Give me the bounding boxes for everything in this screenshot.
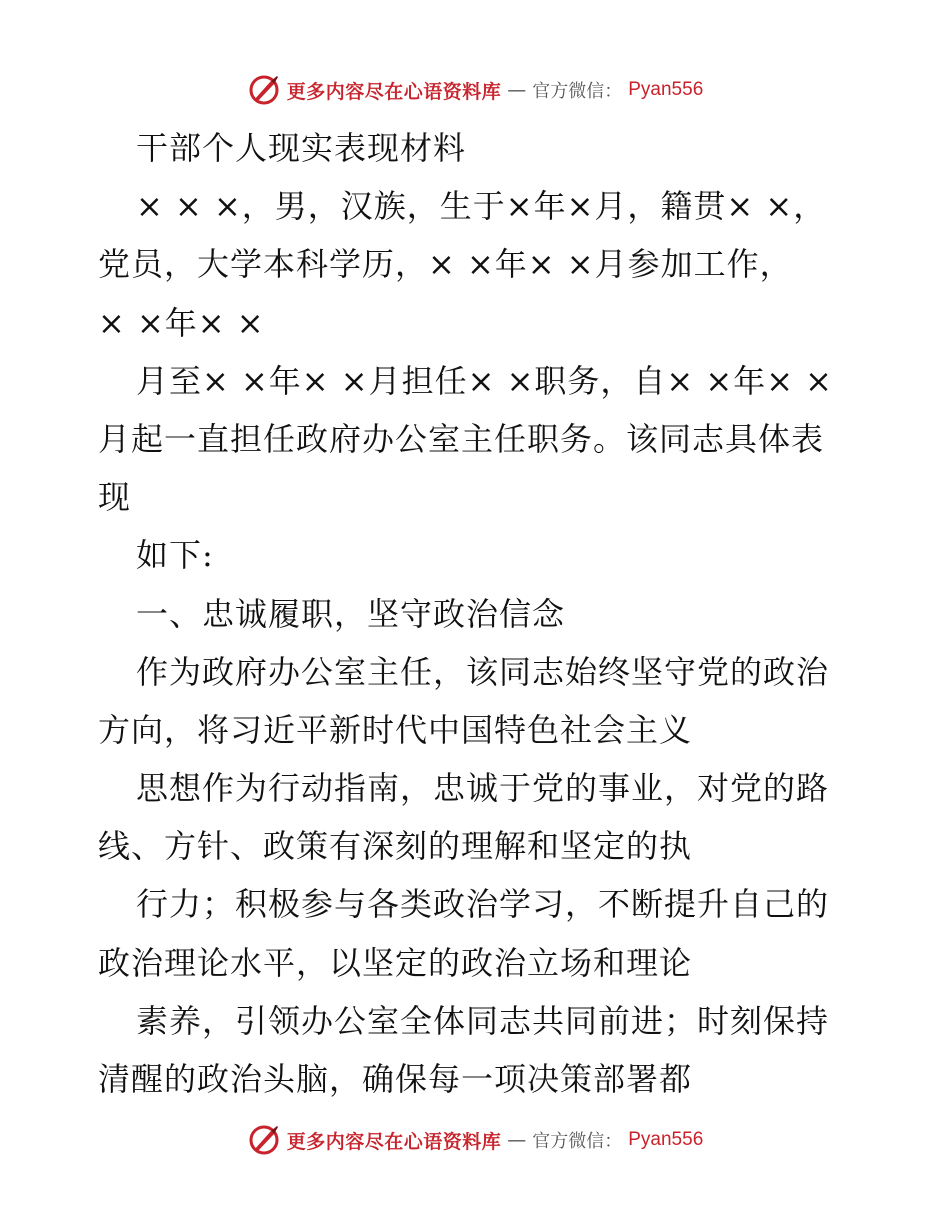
header-official-label: 官方微信： — [532, 81, 623, 102]
text-line: 线、方针、政策有深刻的理解和坚定的执 — [98, 827, 693, 866]
text-line: 月至× ×年× ×月担任× ×职务，自× ×年× × — [136, 361, 833, 400]
quill-seal-icon — [247, 1123, 281, 1157]
text-line: 月起一直担任政府办公室主任职务。该同志具体表 — [98, 419, 825, 458]
footer-wechat-id: Pyan556 — [628, 1129, 704, 1150]
text-line: 素养，引领办公室全体同志共同前进；时刻保持 — [136, 1001, 830, 1040]
header-watermark — [0, 70, 950, 110]
section-heading: 一、忠诚履职，坚守政治信念 — [136, 594, 566, 633]
header-wechat-id: Pyan556 — [628, 79, 704, 100]
text-line: 思想作为行动指南，忠诚于党的事业，对党的路 — [136, 769, 830, 808]
text-line: × ×年× × — [98, 303, 265, 342]
text-line: 行力；积极参与各类政治学习，不断提升自己的 — [136, 885, 830, 924]
text-line: 作为政府办公室主任，该同志始终坚守党的政治 — [136, 652, 830, 691]
footer-official-label: 官方微信： — [532, 1131, 623, 1152]
header-brand-text: 更多内容尽在心语资料库 — [286, 80, 502, 103]
quill-seal-icon — [247, 73, 281, 107]
footer-brand-text: 更多内容尽在心语资料库 — [286, 1130, 502, 1153]
document-body — [98, 119, 858, 1108]
footer-dash: — — [507, 1129, 527, 1151]
header-dash: — — [507, 79, 527, 101]
document-title: 干部个人现实表现材料 — [136, 129, 467, 167]
text-line: 如下: — [136, 536, 214, 575]
text-line: × × ×，男，汉族，生于×年×月，籍贯× ×， — [136, 187, 827, 226]
text-line: 政治理论水平，以坚定的政治立场和理论 — [98, 943, 693, 982]
text-line: 方向，将习近平新时代中国特色社会主义 — [98, 710, 693, 749]
text-line: 党员，大学本科学历，× ×年× ×月参加工作， — [98, 245, 793, 284]
footer-watermark — [0, 1120, 950, 1160]
text-line: 现 — [98, 478, 132, 517]
text-line: 清醒的政治头脑，确保每一项决策部署都 — [98, 1060, 693, 1098]
